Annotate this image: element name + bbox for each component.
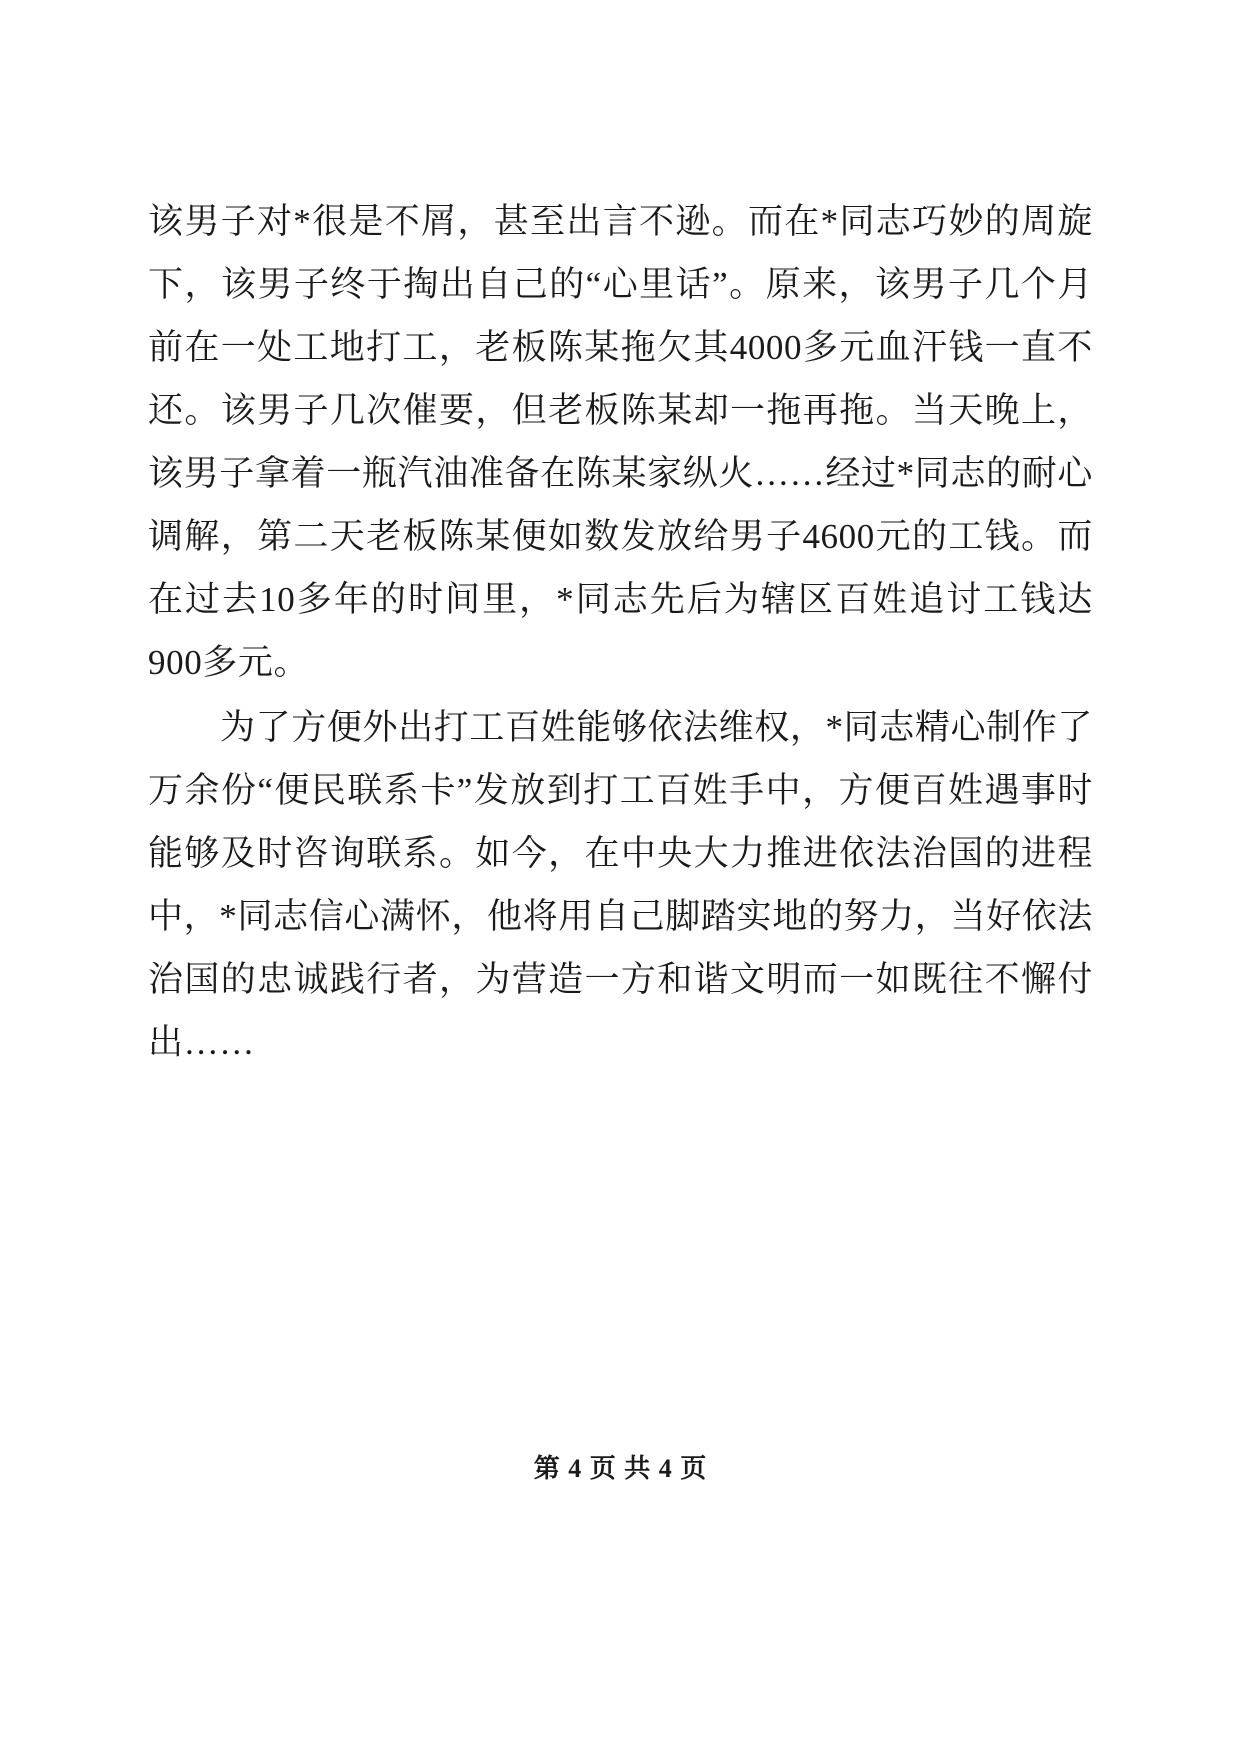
document-body [148, 190, 1093, 1074]
paragraph: 该男子对*很是不屑，甚至出言不逊。而在*同志巧妙的周旋下，该男子终于掏出自己的“心里话”。原来，该男子几个月前在一处工地打工，老板陈某拖欠其4000多元血汗钱一直不还。该男子几次催要，但老板陈某却一拖再拖。当天晚上，该男子拿着一瓶汽油准备在陈某家纵火……经过*同志的耐心调解，第二天老板陈某便如数发放给男子4600元的工钱。而在过去10多年的时间里，*同志先后为辖区百姓追讨工钱达900多元。 [148, 202, 1093, 682]
paragraph: 为了方便外出打工百姓能够依法维权，*同志精心制作了万余份“便民联系卡”发放到打工百姓手中，方便百姓遇事时能够及时咨询联系。如今，在中央大力推进依法治国的进程中，*同志信心满怀，他将用自己脚踏实地的努力，当好依法治国的忠诚践行者，为营造一方和谐文明而一如既往不懈付出…… [148, 708, 1093, 1062]
page-footer: 第 4 页 共 4 页 [533, 1454, 708, 1483]
